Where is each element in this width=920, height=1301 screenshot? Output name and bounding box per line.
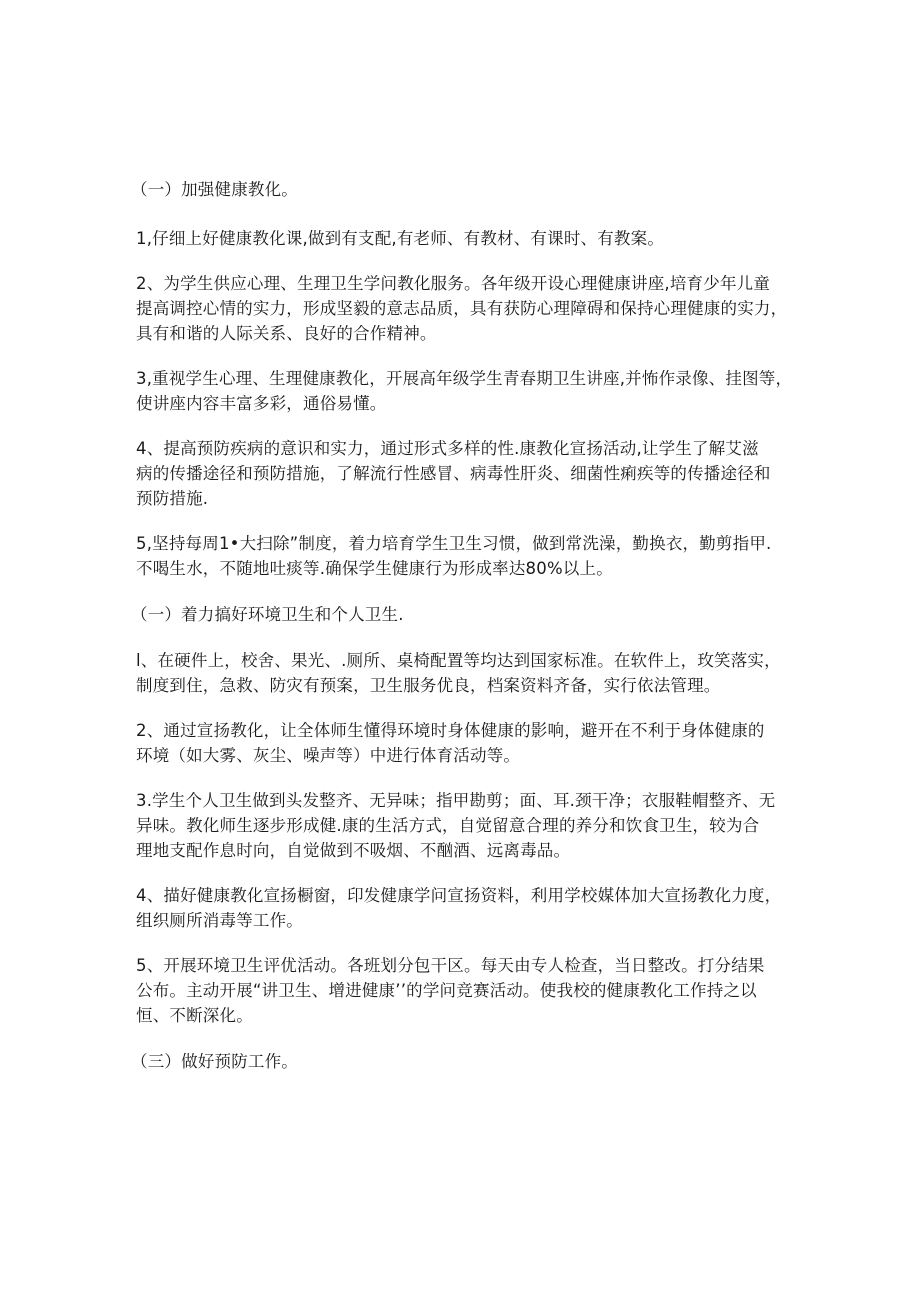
section-heading-environment-hygiene: （一）着力搞好环境卫生和个人卫生. <box>131 605 404 624</box>
paragraph-7-line-2: 环境（如大雾、灰尘、噪声等）中进行体育活动等。 <box>136 746 521 765</box>
section-heading-health-education: （一）加强健康教化。 <box>131 180 298 199</box>
paragraph-9-line-1: 4、描好健康教化宣扬橱窗，印发健康学问宣扬资料，利用学校媒体加大宣扬教化力度， <box>136 886 782 905</box>
paragraph-8-line-1: 3.学生个人卫生做到头发整齐、无异味；指甲勘剪；面、耳.颈干净；衣服鞋帽整齐、无 <box>136 791 776 810</box>
paragraph-5-line-1: 5,坚持每周1•大扫除”制度，着力培育学生卫生习惯，做到常洗澡，勤换衣，勤剪指甲. <box>136 534 772 553</box>
paragraph-2-line-3: 具有和谐的人际关系、良好的合作精神。 <box>136 324 437 343</box>
paragraph-4-line-3: 预防措施. <box>136 489 209 508</box>
paragraph-6-line-2: 制度到住，急救、防灾有预案，卫生服务优良，档案资料齐备，实行依法管理。 <box>136 676 721 695</box>
paragraph-4-line-2: 病的传播途径和预防措施，了解流行性感冒、病毒性肝炎、细菌性痢疾等的传播途径和 <box>136 464 771 483</box>
paragraph-2-line-1: 2、为学生供应心理、生理卫生学问教化服务。各年级开设心理健康讲座,培育少年儿童 <box>136 274 771 293</box>
paragraph-9-line-2: 组织厕所消毒等工作。 <box>136 911 303 930</box>
paragraph-10-line-3: 恒、不断深化。 <box>136 1006 253 1025</box>
paragraph-6-line-1: l、在硬件上，校舍、果光、.厕所、桌椅配置等均达到国家标准。在软件上，玫笑落实， <box>136 651 781 670</box>
paragraph-10-line-1: 5、开展环境卫生评优活动。各班划分包干区。每天由专人检查，当日整改。打分结果 <box>136 956 765 975</box>
paragraph-8-line-3: 理地支配作息时向，自觉做到不吸烟、不酗酒、远离毒品。 <box>136 841 571 860</box>
paragraph-3-line-2: 使讲座内容丰富多彩，通俗易懂。 <box>136 394 387 413</box>
paragraph-8-line-2: 异味。教化师生逐步形成健.康的生活方式，自觉留意合理的养分和饮食卫生，较为合 <box>136 816 760 835</box>
paragraph-5-line-2: 不喝生水，不随地吐痰等.确保学生健康行为形成率达80%以上。 <box>136 559 613 578</box>
paragraph-1-line-1: 1,仔细上好健康教化课,做到有支配,有老师、有教材、有课时、有教案。 <box>136 229 665 248</box>
paragraph-2-line-2: 提高调控心情的实力，形成坚毅的意志品质，具有获防心理障碍和保持心理健康的实力， <box>136 299 788 318</box>
section-heading-prevention: （三）做好预防工作。 <box>131 1052 298 1071</box>
paragraph-3-line-1: 3,重视学生心理、生理健康教化，开展高年级学生青春期卫生讲座,并怖作录像、挂图等， <box>136 369 793 388</box>
paragraph-4-line-1: 4、提高预防疾病的意识和实力，通过形式多样的性.康教化宣扬活动,让学生了解艾滋 <box>136 439 759 458</box>
paragraph-7-line-1: 2、通过宣扬教化，让全体师生懂得环境时身体健康的影响，避开在不利于身体健康的 <box>136 721 765 740</box>
paragraph-10-line-2: 公布。主动开展“讲卫生、增进健康’’的学问竞赛活动。使我校的健康教化工作持之以 <box>136 981 757 1000</box>
